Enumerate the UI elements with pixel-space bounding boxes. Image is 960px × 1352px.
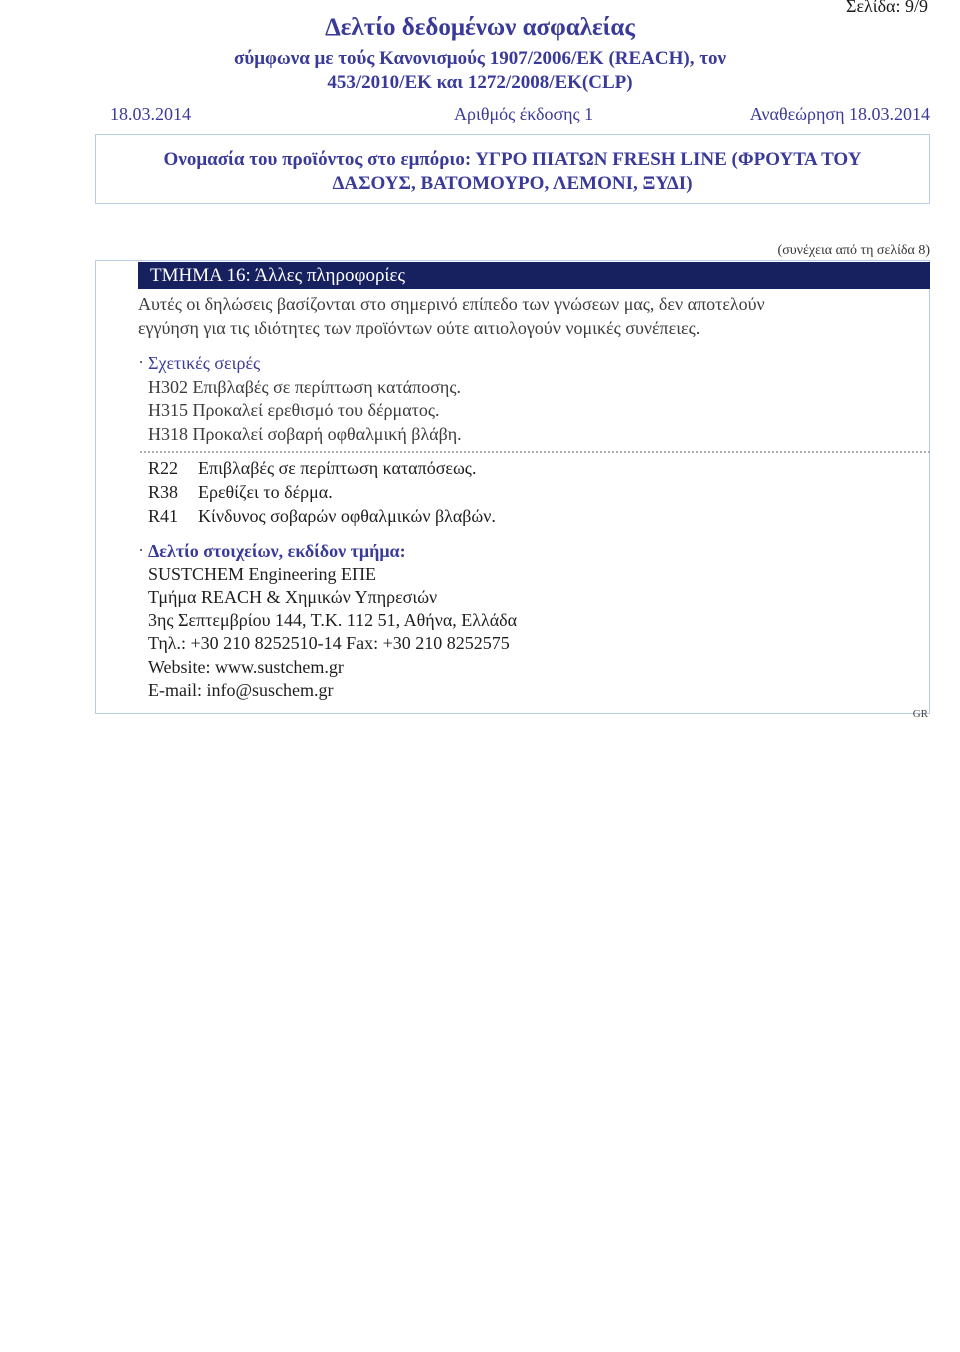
relevant-phrases-heading: Σχετικές σειρές — [148, 353, 261, 373]
issuer-department: Τμήμα REACH & Χημικών Υπηρεσιών — [148, 587, 438, 607]
r-phrase-text: Κίνδυνος σοβαρών οφθαλμικών βλαβών. — [198, 506, 496, 526]
intro-text-line-2: εγγύηση για τις ιδιότητες των προϊόντων ούτε αιτιολογούν νομικές συνέπειες. — [138, 318, 701, 338]
r-phrase-code: R41 — [148, 506, 179, 526]
product-name-box — [95, 134, 930, 204]
document-title: Δελτίο δεδομένων ασφαλείας — [325, 14, 635, 41]
regulation-line-1: σύμφωνα με τούς Κανονισμούς 1907/2006/ΕΚ (REACH), τον — [234, 48, 726, 69]
issue-date: 18.03.2014 — [110, 104, 191, 124]
issuer-website: Website: www.sustchem.gr — [148, 657, 344, 677]
issuer-company: SUSTCHEM Engineering ΕΠΕ — [148, 564, 376, 584]
revision-date: Αναθεώρηση 18.03.2014 — [749, 104, 930, 124]
product-name-line-2: ΔΑΣΟΥΣ, ΒΑΤΟΜΟΥΡΟ, ΛΕΜΟΝΙ, ΞΥΔΙ) — [332, 173, 693, 194]
regulation-line-2: 453/2010/ΕΚ και 1272/2008/ΕΚ(CLP) — [327, 72, 633, 93]
issuer-heading: Δελτίο στοιχείων, εκδίδον τμήμα: — [148, 541, 406, 561]
issuer-phone-fax: Τηλ.: +30 210 8252510-14 Fax: +30 210 8252575 — [148, 633, 510, 653]
r-phrase-text: Ερεθίζει το δέρμα. — [198, 482, 333, 502]
r-phrase-text: Επιβλαβές σε περίπτωση καταπόσεως. — [198, 458, 477, 478]
dotted-separator — [140, 451, 930, 453]
bullet-relevant-phrases: · — [138, 352, 144, 372]
continued-note: (συνέχεια από τη σελίδα 8) — [777, 243, 930, 258]
page-number: Σελίδα: 9/9 — [845, 0, 928, 16]
product-name-line-1: Ονομασία του προϊόντος στο εμπόριο: ΥΓΡΟ ΠΙΑΤΩΝ FRESH LINE (ΦΡΟΥΤΑ ΤΟΥ — [163, 149, 862, 170]
h-phrase-h302: H302 Επιβλαβές σε περίπτωση κατάποσης. — [148, 377, 461, 397]
r-phrase-code: R38 — [148, 482, 179, 502]
intro-text-line-1: Αυτές οι δηλώσεις βασίζονται στο σημερινό επίπεδο των γνώσεων μας, δεν αποτελούν — [138, 294, 765, 314]
h-phrase-h318: H318 Προκαλεί σοβαρή οφθαλμική βλάβη. — [148, 424, 462, 444]
h-phrase-h315: H315 Προκαλεί ερεθισμό του δέρματος. — [148, 400, 440, 420]
section-header-bar — [138, 262, 930, 289]
r-phrase-code: R22 — [148, 458, 179, 478]
version-number: Αριθμός έκδοσης 1 — [454, 104, 594, 124]
issuer-email: E-mail: info@suschem.gr — [148, 680, 334, 700]
language-code: GR — [912, 708, 928, 720]
issuer-address: 3ης Σεπτεμβρίου 144, Τ.Κ. 112 51, Αθήνα, Ελλάδα — [148, 610, 518, 630]
section-title: ΤΜΗΜΑ 16: Άλλες πληροφορίες — [150, 265, 406, 286]
bullet-issuer: · — [138, 540, 144, 560]
